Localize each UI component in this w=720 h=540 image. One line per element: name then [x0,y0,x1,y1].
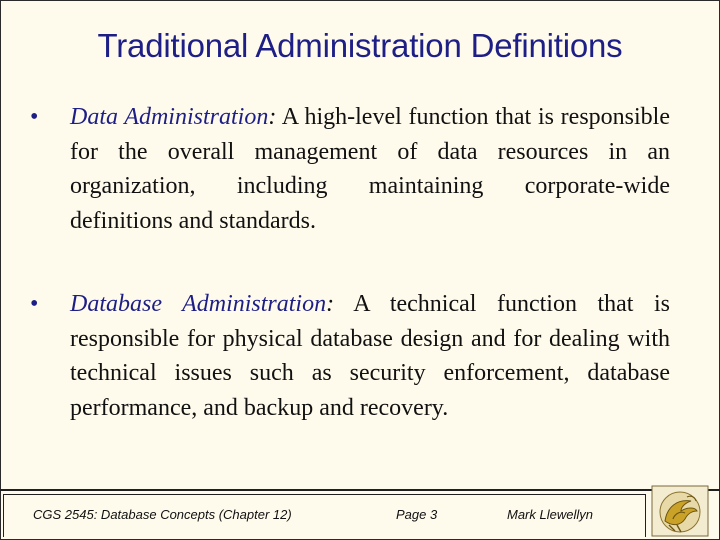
bullet-term: Database Administration [70,291,327,317]
footer-course: CGS 2545: Database Concepts (Chapter 12) [33,507,292,522]
ucf-pegasus-logo-icon [651,485,709,537]
bullet-icon: • [30,104,39,130]
slide-title: Traditional Administration Definitions [97,27,623,64]
bullet-colon: : [326,291,335,317]
bullet-colon: : [268,104,277,130]
bullet-text [70,100,670,238]
bullet-icon: • [30,291,39,317]
bullet-text [70,287,670,425]
bullet-item-data-administration [30,100,670,238]
bullet-definition: A technical function that is responsible for physical database design and for dealing with technical issues such as security enforcement, database performance, and backup and recovery. [70,291,670,421]
bullet-item-database-administration [30,287,670,425]
bullet-term: Data Administration [70,104,269,130]
footer-author: Mark Llewellyn [507,507,593,522]
footer-page-number: Page 3 [396,507,438,522]
footer-divider [0,489,720,491]
bullet-definition: A high-level function that is responsible for the overall management of data resources in an organization, including maintaining corporate-wide definitions and standards. [70,104,670,234]
